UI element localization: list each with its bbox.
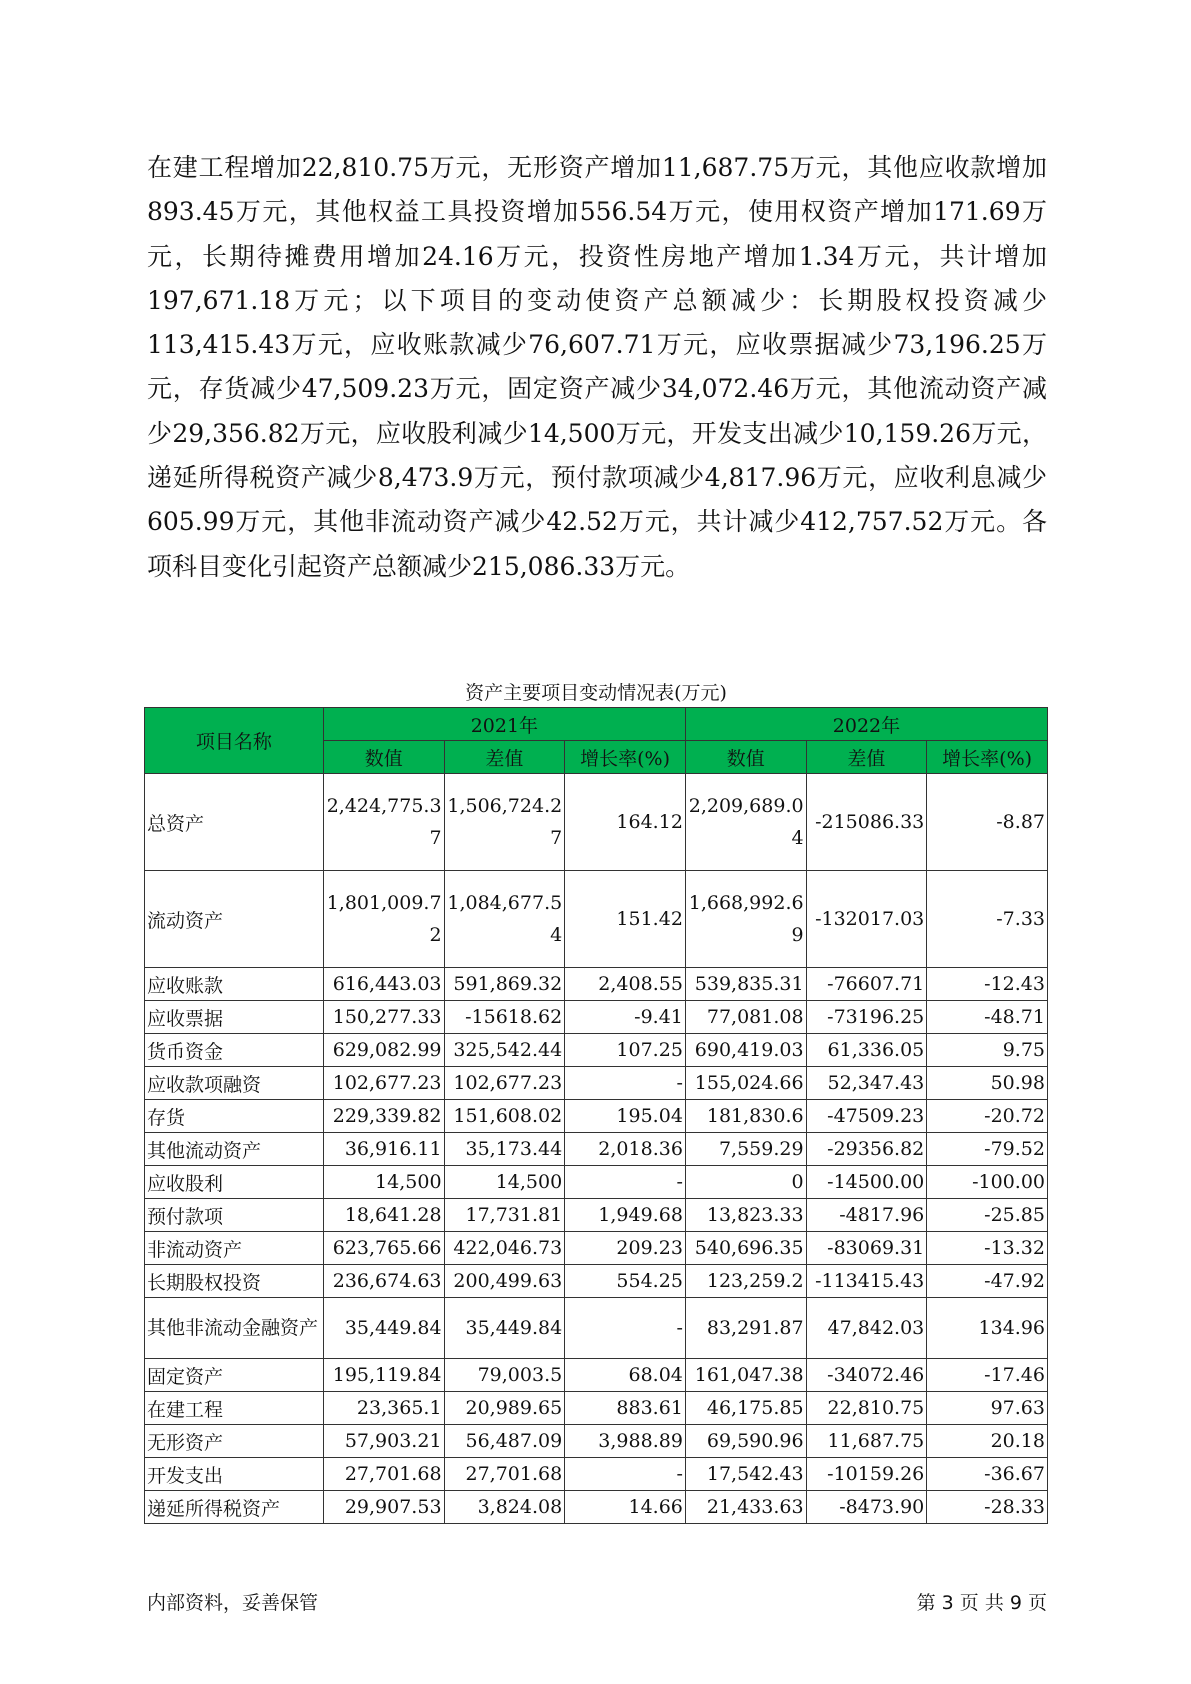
cell-value-2021: 102,677.23 <box>323 1067 444 1100</box>
cell-diff-2022: -132017.03 <box>806 871 927 968</box>
cell-growth-2022: -25.85 <box>927 1199 1048 1232</box>
cell-item-name: 固定资产 <box>145 1359 324 1392</box>
cell-item-name: 预付款项 <box>145 1199 324 1232</box>
cell-diff-2021: 17,731.81 <box>444 1199 565 1232</box>
cell-growth-2021: 554.25 <box>565 1265 686 1298</box>
header-year-2021: 2021年 <box>323 708 685 741</box>
cell-diff-2022: -10159.26 <box>806 1458 927 1491</box>
cell-diff-2022: 47,842.03 <box>806 1298 927 1359</box>
cell-diff-2022: -113415.43 <box>806 1265 927 1298</box>
assets-change-table <box>144 707 1048 1524</box>
table-row <box>145 1166 1048 1199</box>
cell-diff-2021: 102,677.23 <box>444 1067 565 1100</box>
cell-diff-2022: 52,347.43 <box>806 1067 927 1100</box>
cell-value-2021: 27,701.68 <box>323 1458 444 1491</box>
table-row <box>145 774 1048 871</box>
cell-value-2022: 161,047.38 <box>685 1359 806 1392</box>
cell-growth-2022: -20.72 <box>927 1100 1048 1133</box>
cell-diff-2021: 151,608.02 <box>444 1100 565 1133</box>
cell-growth-2021: 883.61 <box>565 1392 686 1425</box>
table-row <box>145 1392 1048 1425</box>
cell-growth-2021: 195.04 <box>565 1100 686 1133</box>
header-diff-2022: 差值 <box>806 741 927 774</box>
cell-growth-2022: -100.00 <box>927 1166 1048 1199</box>
cell-diff-2022: -4817.96 <box>806 1199 927 1232</box>
cell-growth-2021: - <box>565 1458 686 1491</box>
header-diff-2021: 差值 <box>444 741 565 774</box>
cell-value-2022: 1,668,992.69 <box>685 871 806 968</box>
table-row <box>145 1265 1048 1298</box>
cell-value-2022: 539,835.31 <box>685 968 806 1001</box>
cell-diff-2021: 422,046.73 <box>444 1232 565 1265</box>
cell-growth-2021: 3,988.89 <box>565 1425 686 1458</box>
cell-diff-2022: -215086.33 <box>806 774 927 871</box>
cell-growth-2022: 97.63 <box>927 1392 1048 1425</box>
cell-value-2021: 2,424,775.37 <box>323 774 444 871</box>
cell-value-2021: 195,119.84 <box>323 1359 444 1392</box>
cell-diff-2021: 20,989.65 <box>444 1392 565 1425</box>
body-paragraph: 在建工程增加22,810.75万元，无形资产增加11,687.75万元，其他应收款增加893.45万元，其他权益工具投资增加556.54万元，使用权资产增加171.69万元，长期待摊费用增加24.16万元，投资性房地产增加1.34万元，共计增加197,671.18万元；以下项目的变动使资产总额减少：长期股权投资减少113,415.43万元，应收账款减少76,607.71万元，应收票据减少73,196.25万元，存货减少47,509.23万元，固定资产减少34,072.46万元，其他流动资产减少29,356.82万元，应收股利减少14,500万元，开发支出减少10,159.26万元，递延所得税资产减少8,473.9万元，预付款项减少4,817.96万元，应收利息减少605.99万元，其他非流动资产减少42.52万元，共计减少412,757.52万元。各项科目变化引起资产总额减少215,086.33万元。 <box>147 153 1047 581</box>
cell-growth-2021: 107.25 <box>565 1034 686 1067</box>
cell-value-2021: 616,443.03 <box>323 968 444 1001</box>
cell-diff-2021: 35,173.44 <box>444 1133 565 1166</box>
cell-item-name: 应收股利 <box>145 1166 324 1199</box>
cell-item-name: 无形资产 <box>145 1425 324 1458</box>
cell-value-2021: 57,903.21 <box>323 1425 444 1458</box>
cell-growth-2022: 134.96 <box>927 1298 1048 1359</box>
cell-growth-2021: - <box>565 1166 686 1199</box>
cell-growth-2021: 68.04 <box>565 1359 686 1392</box>
cell-diff-2022: -34072.46 <box>806 1359 927 1392</box>
cell-value-2022: 83,291.87 <box>685 1298 806 1359</box>
cell-diff-2021: 1,084,677.54 <box>444 871 565 968</box>
cell-growth-2022: -36.67 <box>927 1458 1048 1491</box>
table-row <box>145 1458 1048 1491</box>
table-row <box>145 1001 1048 1034</box>
header-year-2022: 2022年 <box>685 708 1047 741</box>
cell-value-2022: 0 <box>685 1166 806 1199</box>
cell-growth-2021: 14.66 <box>565 1491 686 1524</box>
cell-value-2021: 236,674.63 <box>323 1265 444 1298</box>
cell-value-2021: 18,641.28 <box>323 1199 444 1232</box>
cell-diff-2022: -47509.23 <box>806 1100 927 1133</box>
header-value-2021: 数值 <box>323 741 444 774</box>
cell-value-2022: 123,259.2 <box>685 1265 806 1298</box>
cell-diff-2021: 27,701.68 <box>444 1458 565 1491</box>
cell-item-name: 存货 <box>145 1100 324 1133</box>
cell-growth-2022: -12.43 <box>927 968 1048 1001</box>
cell-value-2021: 35,449.84 <box>323 1298 444 1359</box>
cell-growth-2021: - <box>565 1067 686 1100</box>
cell-growth-2022: 20.18 <box>927 1425 1048 1458</box>
header-growth-2022: 增长率(%) <box>927 741 1048 774</box>
cell-diff-2022: 61,336.05 <box>806 1034 927 1067</box>
cell-diff-2021: 3,824.08 <box>444 1491 565 1524</box>
cell-growth-2022: -47.92 <box>927 1265 1048 1298</box>
cell-diff-2021: 56,487.09 <box>444 1425 565 1458</box>
cell-value-2021: 150,277.33 <box>323 1001 444 1034</box>
cell-growth-2021: 164.12 <box>565 774 686 871</box>
cell-value-2022: 540,696.35 <box>685 1232 806 1265</box>
table-row <box>145 1491 1048 1524</box>
table-row <box>145 1199 1048 1232</box>
table-row <box>145 1067 1048 1100</box>
cell-diff-2021: 14,500 <box>444 1166 565 1199</box>
cell-item-name: 开发支出 <box>145 1458 324 1491</box>
cell-value-2021: 29,907.53 <box>323 1491 444 1524</box>
cell-item-name: 货币资金 <box>145 1034 324 1067</box>
cell-value-2022: 7,559.29 <box>685 1133 806 1166</box>
footer-confidential: 内部资料，妥善保管 <box>147 1592 319 1614</box>
table-row <box>145 1298 1048 1359</box>
cell-value-2022: 690,419.03 <box>685 1034 806 1067</box>
cell-diff-2021: 1,506,724.27 <box>444 774 565 871</box>
cell-growth-2021: -9.41 <box>565 1001 686 1034</box>
header-growth-2021: 增长率(%) <box>565 741 686 774</box>
cell-growth-2021: 1,949.68 <box>565 1199 686 1232</box>
cell-diff-2022: -29356.82 <box>806 1133 927 1166</box>
cell-diff-2021: 591,869.32 <box>444 968 565 1001</box>
cell-value-2022: 13,823.33 <box>685 1199 806 1232</box>
cell-diff-2022: -8473.90 <box>806 1491 927 1524</box>
cell-value-2022: 155,024.66 <box>685 1067 806 1100</box>
cell-growth-2022: 50.98 <box>927 1067 1048 1100</box>
cell-growth-2022: 9.75 <box>927 1034 1048 1067</box>
cell-growth-2022: -8.87 <box>927 774 1048 871</box>
footer-page-number: 第 3 页 共 9 页 <box>916 1592 1047 1614</box>
table-caption: 资产主要项目变动情况表(万元) <box>465 682 727 704</box>
cell-growth-2021: 151.42 <box>565 871 686 968</box>
cell-value-2022: 46,175.85 <box>685 1392 806 1425</box>
cell-value-2021: 623,765.66 <box>323 1232 444 1265</box>
cell-diff-2021: -15618.62 <box>444 1001 565 1034</box>
cell-growth-2021: 209.23 <box>565 1232 686 1265</box>
cell-diff-2022: 11,687.75 <box>806 1425 927 1458</box>
cell-item-name: 其他非流动金融资产 <box>145 1298 324 1359</box>
cell-value-2021: 629,082.99 <box>323 1034 444 1067</box>
cell-value-2021: 36,916.11 <box>323 1133 444 1166</box>
cell-value-2021: 229,339.82 <box>323 1100 444 1133</box>
cell-growth-2022: -17.46 <box>927 1359 1048 1392</box>
cell-diff-2022: -83069.31 <box>806 1232 927 1265</box>
cell-growth-2022: -13.32 <box>927 1232 1048 1265</box>
cell-value-2021: 1,801,009.72 <box>323 871 444 968</box>
cell-item-name: 总资产 <box>145 774 324 871</box>
cell-diff-2021: 325,542.44 <box>444 1034 565 1067</box>
table-row <box>145 968 1048 1001</box>
cell-value-2021: 14,500 <box>323 1166 444 1199</box>
cell-item-name: 在建工程 <box>145 1392 324 1425</box>
cell-growth-2022: -28.33 <box>927 1491 1048 1524</box>
table-row <box>145 1133 1048 1166</box>
cell-value-2022: 181,830.6 <box>685 1100 806 1133</box>
cell-item-name: 应收账款 <box>145 968 324 1001</box>
cell-diff-2021: 79,003.5 <box>444 1359 565 1392</box>
cell-diff-2022: -73196.25 <box>806 1001 927 1034</box>
cell-growth-2021: 2,018.36 <box>565 1133 686 1166</box>
cell-value-2022: 77,081.08 <box>685 1001 806 1034</box>
cell-item-name: 非流动资产 <box>145 1232 324 1265</box>
cell-growth-2022: -48.71 <box>927 1001 1048 1034</box>
table-row <box>145 1034 1048 1067</box>
cell-diff-2021: 35,449.84 <box>444 1298 565 1359</box>
cell-diff-2022: 22,810.75 <box>806 1392 927 1425</box>
cell-diff-2022: -14500.00 <box>806 1166 927 1199</box>
cell-value-2022: 69,590.96 <box>685 1425 806 1458</box>
cell-item-name: 其他流动资产 <box>145 1133 324 1166</box>
header-item-name: 项目名称 <box>145 708 324 774</box>
cell-item-name: 递延所得税资产 <box>145 1491 324 1524</box>
cell-value-2021: 23,365.1 <box>323 1392 444 1425</box>
cell-value-2022: 2,209,689.04 <box>685 774 806 871</box>
cell-diff-2021: 200,499.63 <box>444 1265 565 1298</box>
cell-item-name: 长期股权投资 <box>145 1265 324 1298</box>
table-row <box>145 1100 1048 1133</box>
header-value-2022: 数值 <box>685 741 806 774</box>
cell-item-name: 应收票据 <box>145 1001 324 1034</box>
cell-item-name: 应收款项融资 <box>145 1067 324 1100</box>
cell-diff-2022: -76607.71 <box>806 968 927 1001</box>
cell-growth-2022: -79.52 <box>927 1133 1048 1166</box>
cell-value-2022: 21,433.63 <box>685 1491 806 1524</box>
cell-growth-2022: -7.33 <box>927 871 1048 968</box>
table-row <box>145 1425 1048 1458</box>
cell-item-name: 流动资产 <box>145 871 324 968</box>
table-row <box>145 871 1048 968</box>
cell-growth-2021: 2,408.55 <box>565 968 686 1001</box>
cell-value-2022: 17,542.43 <box>685 1458 806 1491</box>
cell-growth-2021: - <box>565 1298 686 1359</box>
table-row <box>145 1359 1048 1392</box>
table-row <box>145 1232 1048 1265</box>
